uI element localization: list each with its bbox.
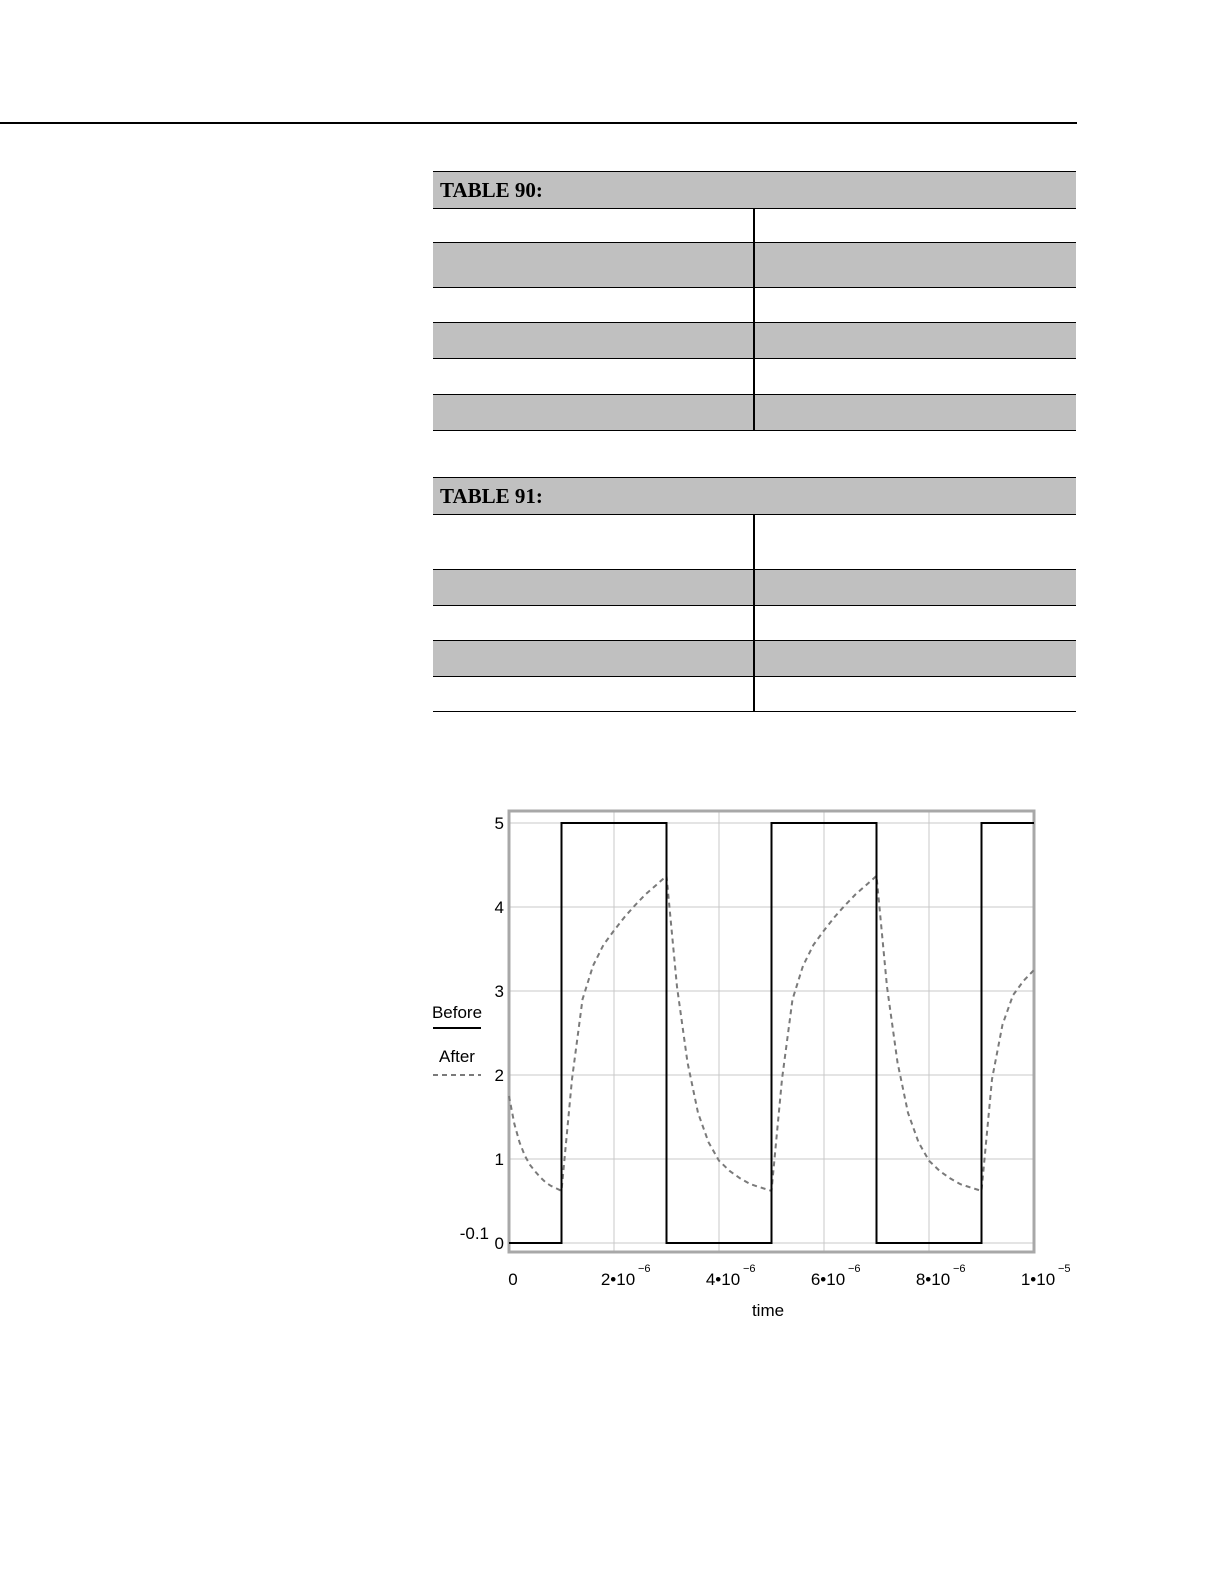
x-tick-exponent: −6 — [638, 1263, 651, 1275]
x-tick-label — [811, 1263, 861, 1289]
table-91-title: TABLE 91: — [433, 478, 1076, 515]
x-tick-label — [601, 1263, 651, 1289]
legend — [432, 1003, 482, 1075]
y-tick-label: 5 — [494, 814, 504, 833]
y-tick-label: 1 — [494, 1150, 504, 1169]
x-tick-exponent: −6 — [953, 1263, 966, 1275]
x-tick-label — [916, 1263, 966, 1289]
x-tick-base: 6•10 — [810, 1270, 846, 1289]
y-tick-label: 0 — [494, 1234, 504, 1253]
legend-label-after: After — [439, 1047, 475, 1066]
y-axis-ticks — [495, 814, 504, 1253]
x-axis-label: time — [751, 1301, 785, 1320]
x-tick-base: 0 — [508, 1270, 518, 1289]
series-line-before — [509, 823, 1034, 1243]
x-tick-label — [508, 1270, 517, 1289]
x-tick-base: 4•10 — [705, 1270, 741, 1289]
legend-label-before: Before — [431, 1003, 483, 1022]
x-tick-exponent: −5 — [1058, 1263, 1071, 1275]
x-tick-exponent: −6 — [848, 1263, 861, 1275]
x-tick-label — [706, 1263, 756, 1289]
x-tick-label — [1021, 1263, 1071, 1289]
x-tick-base: 8•10 — [915, 1270, 951, 1289]
y-tick-label: 4 — [494, 898, 504, 917]
extra-y-label: -0.1 — [459, 1224, 489, 1243]
y-tick-label: 3 — [494, 982, 504, 1001]
y-tick-label: 2 — [494, 1066, 504, 1085]
x-axis-ticks — [508, 1263, 1070, 1289]
x-tick-base: 1•10 — [1020, 1270, 1056, 1289]
x-tick-base: 2•10 — [600, 1270, 636, 1289]
x-tick-exponent: −6 — [743, 1263, 756, 1275]
table-90-title: TABLE 90: — [433, 172, 1076, 209]
